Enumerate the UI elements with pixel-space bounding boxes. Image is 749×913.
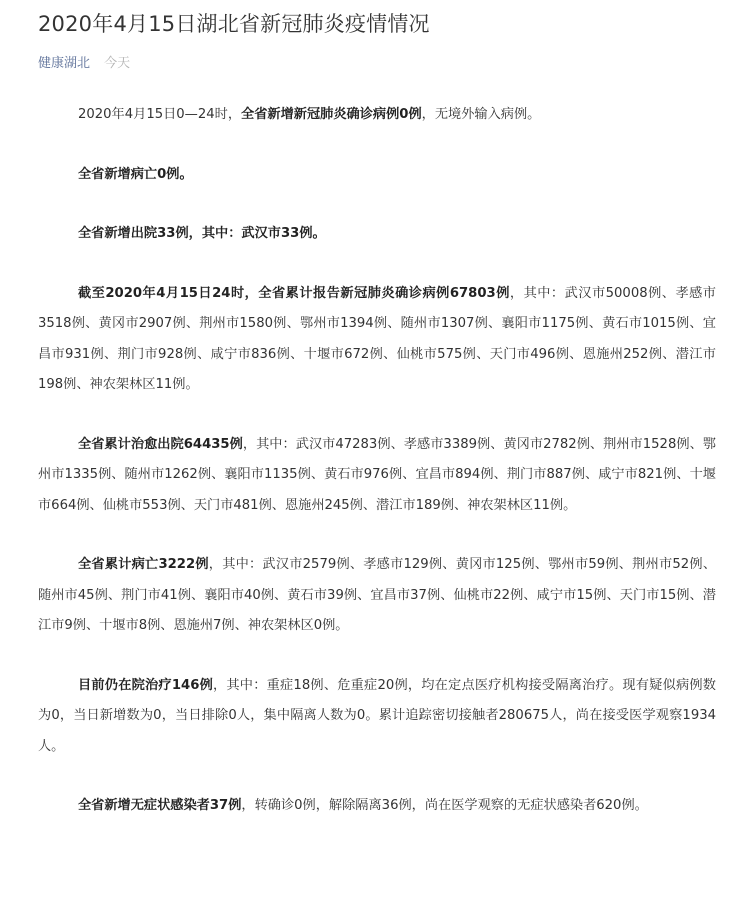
paragraph-new-discharged [38,219,716,250]
paragraph-body: ，其中：武汉市50008例、孝感市3518例、黄冈市2907例、荆州市1580例、鄂州市1394例、随州市1307例、襄阳市1175例、黄石市1015例、宜昌市931例、荆门市928例、咸宁市836例、十堰市672例、仙桃市575例、天门市496例、恩施州252例、潜江市198例、神农架林区11例。 [38,285,716,392]
paragraph-body: ，其中：武汉市47283例、孝感市3389例、黄冈市2782例、荆州市1528例、鄂州市1335例、随州市1262例、襄阳市1135例、黄石市976例、宜昌市894例、荆门市887例、咸宁市821例、十堰市664例、仙桃市553例、天门市481例、恩施州245例、潜江市189例、神农架林区11例。 [38,436,716,513]
paragraph-body: ，转确诊0例，解除隔离36例，尚在医学观察的无症状感染者620例。 [241,798,648,813]
paragraph-body: ，其中：武汉市2579例、孝感市129例、黄冈市125例、鄂州市59例、荆州市52例、随州市45例、荆门市41例、襄阳市40例、黄石市39例、宜昌市37例、仙桃市22例、咸宁市15例、天门市15例、潜江市9例、十堰市8例、恩施州7例、神农架林区0例。 [38,557,717,633]
article-content [38,100,716,851]
article-title: 2020年4月15日湖北省新冠肺炎疫情情况 [38,12,430,36]
paragraph-highlight: 全省新增无症状感染者37例 [78,798,242,813]
paragraph-in-hospital [38,671,716,763]
paragraph-highlight: 全省新增新冠肺炎确诊病例0例 [241,107,422,122]
publish-date: 今天 [104,56,131,71]
article-meta [38,52,130,71]
author-link[interactable]: 健康湖北 [38,56,91,71]
paragraph-highlight: 全省累计病亡3222例 [78,557,209,572]
paragraph-new-confirmed [38,100,716,131]
paragraph-total-deaths [38,550,716,642]
paragraph-new-deaths [38,160,716,191]
paragraph-asymptomatic [38,791,716,822]
paragraph-highlight: 截至2020年4月15日24时，全省累计报告新冠肺炎确诊病例67803例 [78,285,510,301]
paragraph-total-recovered [38,430,716,522]
paragraph-intro: 2020年4月15日0—24时， [78,107,242,122]
paragraph-body: ，无境外输入病例。 [421,107,541,122]
paragraph-highlight: 全省新增病亡0例。 [78,166,193,182]
paragraph-body: ，其中：重症18例、危重症20例，均在定点医疗机构接受隔离治疗。现有疑似病例数为0，当日新增数为0，当日排除0人，集中隔离人数为0。累计追踪密切接触者280675人，尚在接受医学观察1934人。 [38,677,716,754]
paragraph-highlight: 目前仍在院治疗146例 [78,677,213,693]
paragraph-highlight: 全省新增出院33例，其中：武汉市33例。 [78,226,326,241]
paragraph-total-confirmed [38,279,716,401]
paragraph-highlight: 全省累计治愈出院64435例 [78,436,243,452]
